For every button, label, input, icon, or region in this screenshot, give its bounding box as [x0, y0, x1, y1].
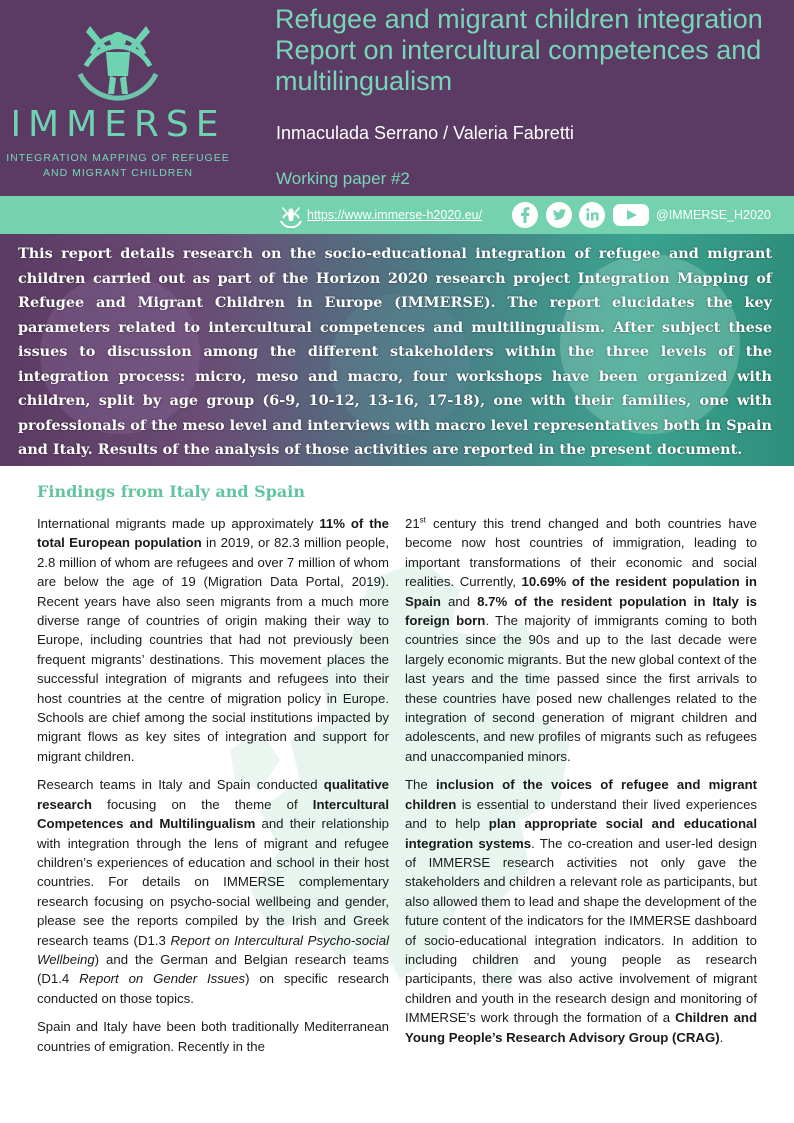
text-run: Research teams in Italy and Spain conducted	[37, 777, 324, 793]
immerse-emblem-icon	[72, 6, 164, 102]
twitter-icon[interactable]	[545, 201, 573, 229]
social-bar	[0, 196, 794, 234]
social-handle[interactable]: @IMMERSE_H2020	[656, 208, 771, 222]
section-heading: Findings from Italy and Spain	[37, 482, 305, 501]
text-run: is essential to understand their lived experiences and to help	[405, 796, 757, 832]
text-run: . The co-creation and user-led design of IMMERSE research activities not only gave the stakeholders and children a relevant role as participants, but also allowed them to lead and shape the development of the future content of the indicators for the IMMERSE dashboard of socio-educational integration indicators. In addition to including children and young people as research participants, there was also active involvement of migrant children and youth in the research design and monitoring of IMMERSE’s work through the formation of a	[405, 835, 757, 1026]
website-link[interactable]: https://www.immerse-h2020.eu/	[307, 208, 483, 222]
paragraph	[405, 775, 757, 1047]
highlight-text: inclusion of the voices of refugee and migrant children	[405, 777, 758, 812]
text-run: 21	[405, 516, 420, 531]
highlight-text: 10.69% of the resident population in Spain	[405, 574, 757, 609]
text-run: and their relationship with integration through the lens of migrant and refugee children’s experiences of education and school in their host countries. For details on IMMERSE complementary research focusing on psycho-social wellbeing and gender, please see the reports compiled by the Irish and Greek research teams (D1.3	[37, 816, 389, 948]
text-run: in 2019, or 82.3 million people, 2.8 million of whom are refugees and over 7 million of whom are below the age of 19 (Migration Data Portal, 2019). Recent years have also seen migrants from a much more diverse range of countries of origin making their way to Europe, including countries that had not previously been frequent migrants’ destinations. This movement places the successful integration of migrants and refugees into their host countries at the centre of migration policy in Europe. Schools are chief among the social institutions impacted by migrant flows as key sites of integration and support for migrant children.	[37, 535, 390, 764]
left-column	[37, 514, 389, 1065]
text-run: . The majority of immigrants coming to both countries since the 90s and up to the last decade were largely economic migrants. But the new global context of the last years and the time passed since the first arrivals to these countries have posed new challenges related to the integration of second generation of migrant children and adolescents, and new profiles of migrants such as refugees and unaccompanied minors.	[405, 613, 757, 764]
superscript: st	[419, 515, 426, 525]
logo-wordmark: IMMERSE	[10, 104, 226, 145]
text-run: century this trend changed and both countries have become now host countries of immigration, leading to important transformations of their economic and social realities. Currently,	[405, 516, 757, 590]
report-title: Report on Gender Issues	[79, 971, 246, 987]
right-column	[405, 514, 757, 1056]
text-run: The	[405, 777, 437, 793]
paragraph	[37, 775, 389, 1008]
working-paper-label: Working paper #2	[276, 169, 410, 188]
highlight-text: plan appropriate social and educational integration systems	[405, 816, 757, 851]
abstract-banner	[0, 234, 794, 466]
highlight-text: qualitative research	[37, 777, 389, 812]
text-run: International migrants made up approximately	[37, 516, 320, 531]
highlight-text: 8.7% of the resident population in Italy is foreign born	[405, 593, 757, 629]
linkedin-icon[interactable]	[578, 201, 606, 229]
page-title: Refugee and migrant children integration Report on intercultural competences and multilingualism	[275, 4, 763, 96]
logo-tagline: INTEGRATION MAPPING OF REFUGEE AND MIGRANT CHILDREN	[6, 152, 230, 179]
paragraph	[37, 514, 389, 766]
authors: Inmaculada Serrano / Valeria Fabretti	[276, 123, 574, 143]
highlight-text: Children and Young People’s Research Advisory Group (CRAG)	[405, 1010, 758, 1045]
text-run: ) on specific research conducted on those topics.	[37, 971, 390, 1006]
text-run: focusing on the theme of	[92, 796, 313, 812]
highlight-text: 11% of the total European population	[37, 516, 389, 551]
text-run: ) and the German and Belgian research teams (D1.4	[37, 951, 389, 987]
abstract-text: This report details research on the socio-educational integration of refugee and migrant children carried out as part of the Horizon 2020 research project Integration Mapping of Refugee and Migrant Children in Europe (IMMERSE). The report elucidates the key parameters related to intercultural competences and multilingualism. After subject these issues to discussion among the different stakeholders within the three levels of the integration process: micro, meso and macro, four workshops have been organized with children, split by age group (6-9, 10-12, 13-16, 17-18), one with their families, one with professionals of the meso level and interviews with macro level representatives both in Spain and Italy. Results of the analysis of those activities are reported in the present document.	[18, 245, 772, 458]
header	[0, 0, 794, 196]
immerse-logo	[0, 0, 236, 196]
youtube-icon[interactable]	[612, 201, 650, 229]
immerse-small-logo-icon	[279, 202, 303, 228]
highlight-text: Intercultural Competences and Multilingualism	[37, 796, 389, 832]
paragraph: Spain and Italy have been both traditionally Mediterranean countries of emigration. Recently in the	[37, 1019, 389, 1054]
report-title: Report on Intercultural Psycho-social Wellbeing	[37, 932, 389, 967]
paragraph	[405, 514, 757, 766]
text-run: .	[719, 1029, 724, 1045]
text-run: and	[440, 593, 478, 609]
facebook-icon[interactable]	[511, 201, 539, 229]
